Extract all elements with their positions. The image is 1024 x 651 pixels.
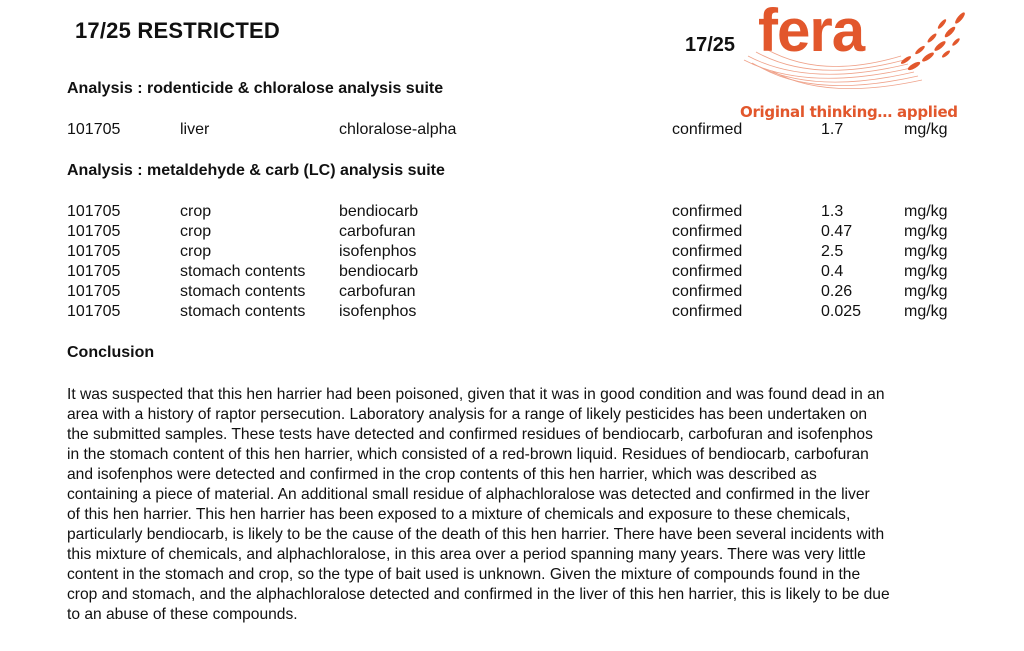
unit: mg/kg bbox=[904, 283, 948, 300]
conclusion-line: to an abuse of these compounds. bbox=[67, 606, 298, 623]
conclusion-paragraph bbox=[67, 385, 997, 625]
restricted-heading: 17/25 RESTRICTED bbox=[75, 18, 280, 43]
tissue: liver bbox=[180, 121, 210, 138]
value: 0.4 bbox=[821, 263, 844, 280]
status: confirmed bbox=[672, 203, 743, 220]
table-row bbox=[0, 223, 1024, 243]
conclusion-line: content in the stomach and crop, so the type of bait used is unknown. Given the mixture of compounds found in the bbox=[67, 566, 861, 583]
compound: bendiocarb bbox=[339, 203, 419, 220]
unit: mg/kg bbox=[904, 223, 948, 240]
fera-logo bbox=[736, 2, 976, 124]
page-number: 17/25 bbox=[685, 34, 736, 56]
conclusion-line: of this hen harrier. This hen harrier has been exposed to a mixture of chemicals and exposure to these chemicals, bbox=[67, 506, 851, 523]
sample-id: 101705 bbox=[67, 203, 121, 220]
section-title-rodenticide: Analysis : rodenticide & chloralose analysis suite bbox=[67, 80, 444, 97]
table-row bbox=[0, 203, 1024, 223]
conclusion-line: crop and stomach, and the alphachloralose detected and confirmed in the liver of this hen harrier, this is likely to be due bbox=[67, 586, 890, 603]
conclusion-line: containing a piece of material. An additional small residue of alphachloralose was detected and confirmed in the liver bbox=[67, 486, 870, 503]
table-row bbox=[0, 283, 1024, 303]
status: confirmed bbox=[672, 121, 743, 138]
compound: carbofuran bbox=[339, 223, 416, 240]
unit: mg/kg bbox=[904, 263, 948, 280]
logo-wordmark: fera bbox=[758, 0, 865, 64]
conclusion-line: in the stomach content of this hen harrier, which consisted of a red-brown liquid. Residues of bendiocarb, carbofuran bbox=[67, 446, 869, 463]
status: confirmed bbox=[672, 303, 743, 320]
compound: carbofuran bbox=[339, 283, 416, 300]
tissue: stomach contents bbox=[180, 283, 306, 300]
tissue: crop bbox=[180, 203, 212, 220]
table-row bbox=[0, 243, 1024, 263]
sample-id: 101705 bbox=[67, 223, 121, 240]
tissue: stomach contents bbox=[180, 303, 306, 320]
tissue: crop bbox=[180, 223, 212, 240]
sample-id: 101705 bbox=[67, 243, 121, 260]
section-title-metaldehyde: Analysis : metaldehyde & carb (LC) analysis suite bbox=[67, 162, 445, 179]
value: 0.47 bbox=[821, 223, 853, 240]
table-row bbox=[0, 263, 1024, 283]
status: confirmed bbox=[672, 243, 743, 260]
conclusion-line: area with a history of raptor persecution. Laboratory analysis for a range of likely pesticides has been undertaken on bbox=[67, 406, 868, 423]
table-row bbox=[0, 303, 1024, 323]
value: 0.26 bbox=[821, 283, 853, 300]
table-row bbox=[0, 121, 1024, 141]
conclusion-line: the submitted samples. These tests have detected and confirmed residues of bendiocarb, carbofuran and isofenphos bbox=[67, 426, 873, 443]
sample-id: 101705 bbox=[67, 283, 121, 300]
unit: mg/kg bbox=[904, 303, 948, 320]
tissue: crop bbox=[180, 243, 212, 260]
conclusion-line: this mixture of chemicals, and alphachloralose, in this area over a period spanning many years. There was very little bbox=[67, 546, 866, 563]
conclusion-line: particularly bendiocarb, is likely to be the cause of the death of this hen harrier. There have been several incidents with bbox=[67, 526, 885, 543]
conclusion-line: and isofenphos were detected and confirmed in the crop contents of this hen harrier, which was described as bbox=[67, 466, 817, 483]
logo-tagline: Original thinking… applied bbox=[740, 103, 958, 121]
conclusion-heading: Conclusion bbox=[67, 344, 155, 361]
status: confirmed bbox=[672, 223, 743, 240]
unit: mg/kg bbox=[904, 203, 948, 220]
unit: mg/kg bbox=[904, 243, 948, 260]
compound: isofenphos bbox=[339, 303, 417, 320]
compound: chloralose-alpha bbox=[339, 121, 457, 138]
value: 0.025 bbox=[821, 303, 862, 320]
compound: isofenphos bbox=[339, 243, 417, 260]
sample-id: 101705 bbox=[67, 121, 121, 138]
value: 1.7 bbox=[821, 121, 844, 138]
sample-id: 101705 bbox=[67, 303, 121, 320]
status: confirmed bbox=[672, 263, 743, 280]
value: 1.3 bbox=[821, 203, 844, 220]
sample-id: 101705 bbox=[67, 263, 121, 280]
conclusion-line: It was suspected that this hen harrier had been poisoned, given that it was in good condition and was found dead in an bbox=[67, 386, 885, 403]
value: 2.5 bbox=[821, 243, 844, 260]
compound: bendiocarb bbox=[339, 263, 419, 280]
unit: mg/kg bbox=[904, 121, 948, 138]
tissue: stomach contents bbox=[180, 263, 306, 280]
status: confirmed bbox=[672, 283, 743, 300]
